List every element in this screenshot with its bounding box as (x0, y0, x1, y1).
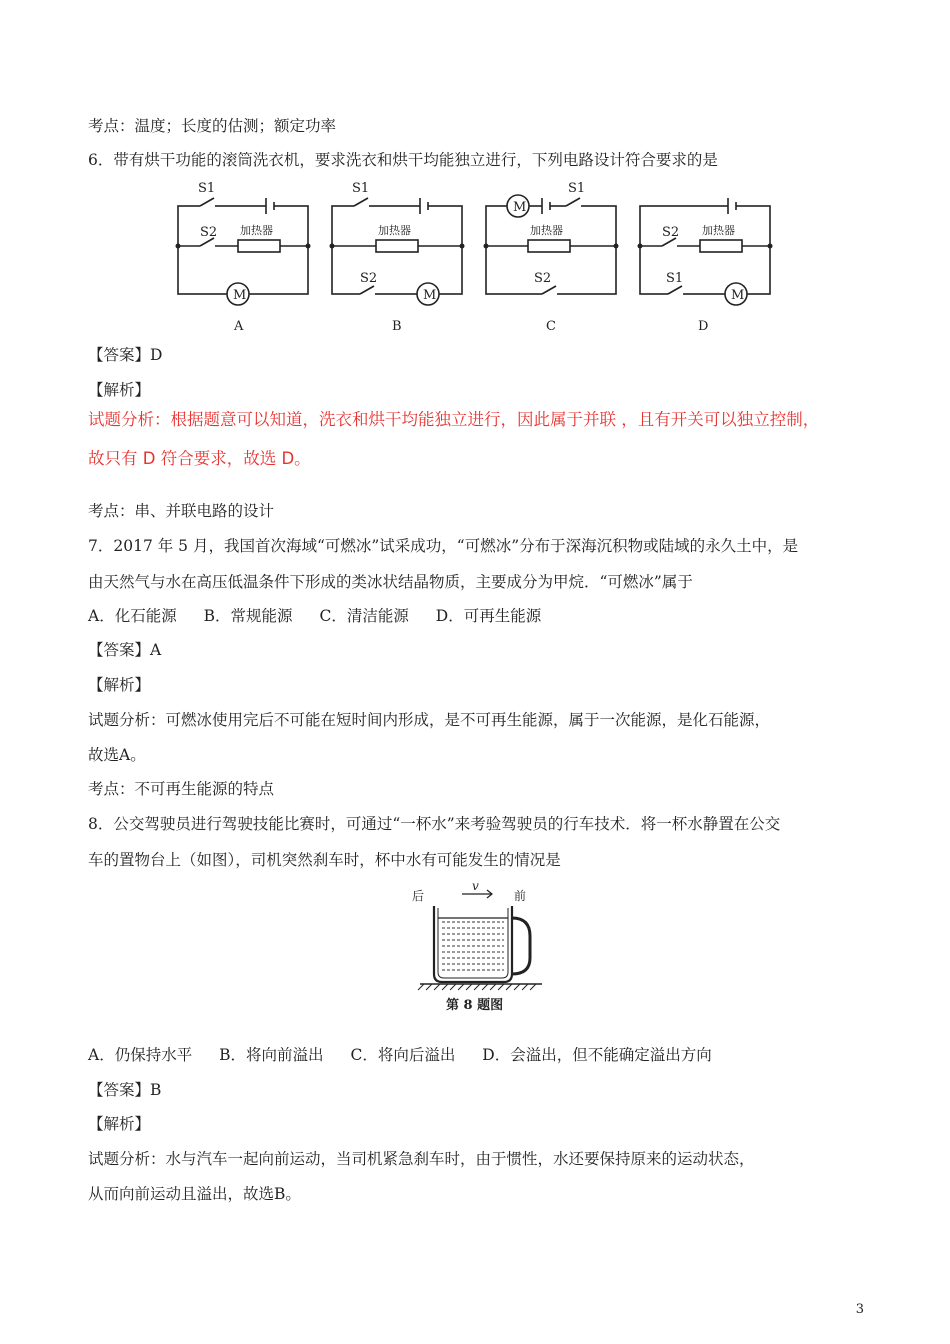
front-label: 前 (514, 889, 527, 903)
q8-option-a: A．仍保持水平 (88, 1046, 193, 1064)
q7-option-c: C．清洁能源 (319, 607, 409, 625)
q6-kaodian: 考点：串、并联电路的设计 (88, 502, 275, 520)
q5-kaodian: 考点：温度；长度的估测；额定功率 (88, 117, 337, 135)
q8-stem-line1: 8．公交驾驶员进行驾驶技能比赛时，可通过“一杯水”来考验驾驶员的行车技术．将一杯水静置在公交 (88, 815, 781, 833)
d-circuit-label: D (698, 319, 709, 334)
a-s2-label: S2 (200, 225, 218, 240)
q6-stem: 6．带有烘干功能的滚筒洗衣机，要求洗衣和烘干均能独立进行，下列电路设计符合要求的是 (88, 151, 718, 169)
q7-answer: 【答案】A (88, 641, 162, 659)
figure-caption: 第 8 题图 (446, 998, 504, 1013)
q6-answer: 【答案】D (88, 346, 163, 364)
q7-option-d: D．可再生能源 (435, 607, 542, 625)
page-number: 3 (855, 1302, 864, 1317)
c-heater-label: 加热器 (530, 224, 563, 237)
q6-circuit-figure (170, 178, 780, 338)
q7-option-a: A．化石能源 (88, 607, 177, 625)
b-s2-label: S2 (360, 271, 378, 286)
q8-stem-line2: 车的置物台上（如图），司机突然刹车时，杯中水有可能发生的情况是 (88, 851, 561, 869)
q8-option-b: B．将向前溢出 (219, 1046, 324, 1064)
b-heater-label: 加热器 (378, 224, 411, 237)
back-label: 后 (412, 889, 425, 903)
q7-kaodian: 考点：不可再生能源的特点 (88, 780, 275, 798)
q8-option-c: C．将向后溢出 (350, 1046, 456, 1064)
b-motor-label: M (423, 288, 437, 303)
q8-answer: 【答案】B (88, 1081, 162, 1099)
q8-cup-figure (412, 878, 572, 1020)
q7-option-b: B．常规能源 (203, 607, 293, 625)
q7-stem-line2: 由天然气与水在高压低温条件下形成的类冰状结晶物质，主要成分为甲烷．“可燃冰”属于 (88, 573, 693, 591)
a-circuit-label: A (234, 319, 244, 334)
a-heater-label: 加热器 (240, 224, 273, 237)
circuit-d (640, 198, 770, 305)
q7-stem-line1: 7．2017 年 5 月，我国首次海域“可燃冰”试采成功，“可燃冰”分布于深海沉积物或陆域的永久土中，是 (88, 537, 799, 555)
q8-option-d: D．会溢出，但不能确定溢出方向 (482, 1046, 712, 1064)
q7-analysis-line1: 试题分析：可燃冰使用完后不可能在短时间内形成，是不可再生能源，属于一次能源，是化石能源， (88, 711, 771, 729)
c-circuit-label: C (546, 319, 556, 334)
a-motor-label: M (233, 288, 247, 303)
q6-analysis-line1: 试题分析：根据题意可以知道，洗衣和烘干均能独立进行，因此属于并联 ，且有开关可以独立控制， (88, 410, 820, 429)
c-s2-label: S2 (534, 271, 552, 286)
d-s1-label: S1 (666, 271, 684, 286)
b-s1-label: S1 (352, 181, 370, 196)
q8-jiexi: 【解析】 (88, 1115, 151, 1133)
c-motor-label: M (513, 200, 527, 215)
q8-analysis-line1: 试题分析：水与汽车一起向前运动，当司机紧急刹车时，由于惯性，水还要保持原来的运动状态， (88, 1150, 755, 1168)
q8-options (88, 1045, 734, 1065)
q7-options (88, 606, 563, 626)
q8-analysis-line2: 从而向前运动且溢出，故选B。 (88, 1185, 301, 1203)
a-s1-label: S1 (198, 181, 216, 196)
q7-jiexi: 【解析】 (88, 676, 151, 694)
q6-analysis-line2: 故只有 D 符合要求，故选 D。 (88, 449, 311, 468)
q6-jiexi: 【解析】 (88, 381, 151, 399)
d-heater-label: 加热器 (702, 224, 735, 237)
q7-analysis-line2: 故选A。 (88, 746, 146, 764)
c-s1-label: S1 (568, 181, 586, 196)
circuit-b (332, 198, 462, 305)
velocity-label: v (472, 879, 479, 893)
d-s2-label: S2 (662, 225, 680, 240)
b-circuit-label: B (392, 319, 402, 334)
d-motor-label: M (731, 288, 745, 303)
